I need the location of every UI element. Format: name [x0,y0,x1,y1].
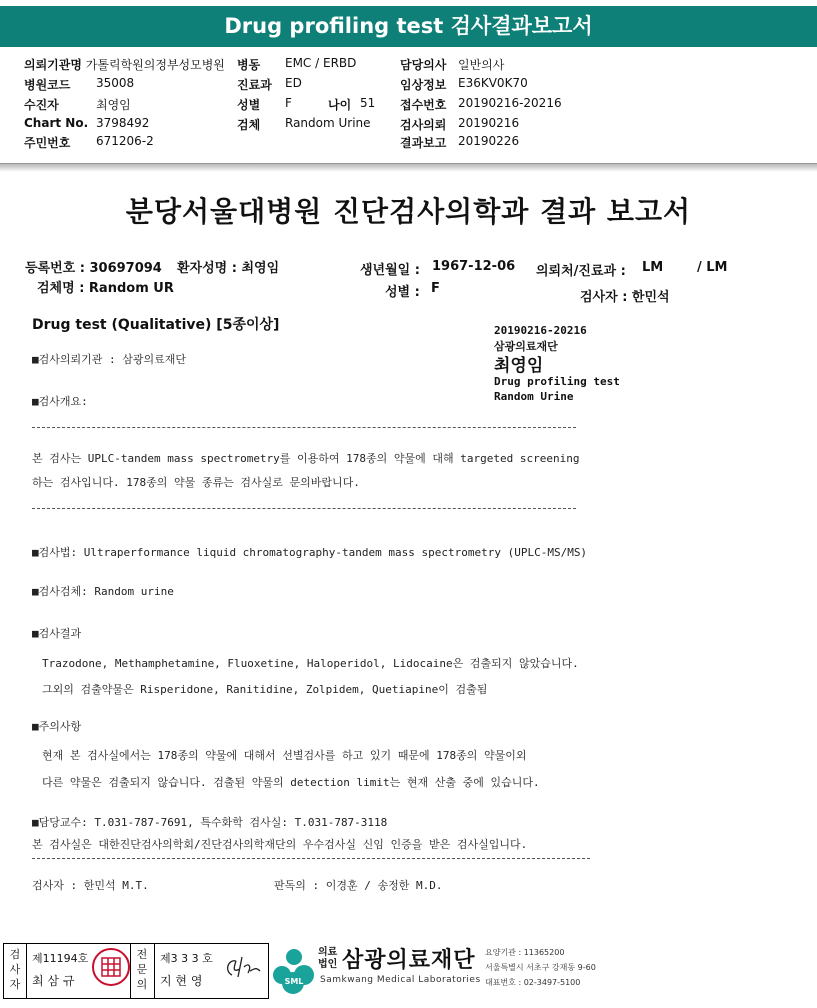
field-label: 담당의사 [400,58,447,72]
field-value: Random Urine [285,116,371,130]
specimen-name: 검체명 : Random UR [37,281,174,296]
sex-value: F [431,281,440,296]
sex-label: 성별 : [385,285,420,300]
field-label: 검사의뢰 [400,118,447,132]
field-value: 20190216-20216 [458,96,562,110]
field-label: 결과보고 [400,136,447,150]
registration-number: 등록번호 : 30697094 [25,261,162,276]
specialist-license: 제3 3 3 호 [160,952,213,965]
field-label: 병원코드 [24,78,71,92]
examiner-license: 제11194호 [32,952,89,965]
field-value: EMC / ERBD [285,56,357,70]
specimen-label [480,318,662,410]
test-name: Drug test (Qualitative) [5종이상] [32,317,280,333]
certification-line: 본 검사실은 대한진단검사의학회/진단검사의학재단의 우수검사실 신임 인증을 받은 검사실입니다. [32,838,528,851]
examiner-label: 검사자 [9,948,21,991]
page-shadow [0,164,817,172]
dashed-divider [32,427,576,428]
examiner: 검사자 : 한민석 [580,290,670,305]
field-value: 671206-2 [96,134,154,148]
dept-label: 의뢰처/진료과 : [536,264,626,279]
stamp-test: Drug profiling test [494,375,620,388]
hospital-name-row [24,56,225,73]
specimen-line: ■검사검체: Random urine [32,585,174,598]
sml-logo-text: SML [284,977,304,986]
dept-value-2: / LM [697,260,728,275]
org-phone: 대표번호 : 02-3497-5100 [485,978,581,987]
birth-value: 1967-12-06 [432,259,516,274]
overview-line-1: 본 검사는 UPLC-tandem mass spectrometry를 이용하여 178종의 약물에 대해 targeted screening [32,452,580,465]
field-label: 의뢰기관명 [24,58,82,72]
field-value: E36KV0K70 [458,76,528,90]
dept-value: LM [642,260,664,275]
field-value: 35008 [96,76,135,90]
org-english-name: Samkwang Medical Laboratories [320,975,481,985]
caution-line-2: 다른 약물은 검출되지 않습니다. 검출된 약물의 detection limit는 현재 산출 중에 있습니다. [42,776,540,789]
field-label: Chart No. [24,116,89,130]
specialist-name: 지 현 영 [160,974,203,988]
field-label: 주민번호 [24,136,71,150]
field-value: 20190226 [458,134,520,148]
tester-line: 검사자 : 한민석 M.T. [32,879,149,892]
field-label: 검체 [237,118,261,132]
org-address: 서울특별시 서초구 강재동 9-60 [485,963,596,972]
report-title: 분당서울대병원 진단검사의학과 결과 보고서 [125,195,692,228]
overview-line-2: 하는 검사입니다. 178종의 약물 종류는 검사실로 문의바랍니다. [32,476,360,489]
field-value: 최영임 [96,98,131,112]
dashed-divider [32,508,576,509]
field-label: 성별 [237,98,261,112]
caution-line-1: 현재 본 검사실에서는 178종의 약물에 대해서 선별검사를 하고 있기 때문에 178종의 약물이외 [42,749,527,762]
result-heading: ■검사결과 [32,627,82,640]
overview-heading: ■검사개요: [32,395,88,408]
field-value: 51 [360,96,376,110]
seal-stamp [92,948,130,986]
field-value: 일반의사 [458,58,505,72]
contact-line: ■담당교수: T.031-787-7691, 특수화학 검사실: T.031-787-3118 [32,816,388,829]
birth-label: 생년월일 : [360,263,420,278]
field-value: ED [285,76,302,90]
org-name: 삼광의료재단 [342,948,476,973]
org-code: 요양기관 : 11365200 [485,948,565,957]
field-label: 접수번호 [400,98,447,112]
org-type: 의료법인 [318,947,338,970]
stamp-accession: 20190216-20216 [494,324,587,337]
box-divider [154,943,155,998]
field-label: 진료과 [237,78,272,92]
report-header-title: Drug profiling test 검사결과보고서 [0,6,817,47]
stamp-org: 삼광의료재단 [494,340,558,353]
requesting-org: ■검사의뢰기관 : 삼광의료재단 [32,353,187,366]
signature-icon [222,953,262,983]
box-divider [26,943,27,998]
field-value: 가톨릭학원의정부성모병원 [85,58,225,72]
field-label: 병동 [237,58,261,72]
method-line: ■검사법: Ultraperformance liquid chromatography-tandem mass spectrometry (UPLC-MS/MS) [32,546,588,559]
specialist-label: 전문의 [136,948,148,991]
patient-name: 환자성명 : 최영임 [177,261,280,276]
field-value: 3798492 [96,116,150,130]
caution-heading: ■주의사항 [32,720,82,733]
field-label: 수진자 [24,98,59,112]
field-value: F [285,96,292,110]
result-line-1: Trazodone, Methamphetamine, Fluoxetine, Haloperidol, Lidocaine은 검출되지 않았습니다. [42,657,579,670]
examiner-name: 최 삼 규 [32,974,75,988]
reader-line: 판독의 : 이경훈 / 송정한 M.D. [274,879,443,892]
field-label: 임상정보 [400,78,447,92]
field-value: 20190216 [458,116,520,130]
hospital-code-row [24,76,70,93]
box-divider [130,943,131,998]
sml-logo-icon [272,945,316,995]
report-footer [0,939,817,1005]
result-line-2: 그외의 검출약물은 Risperidone, Ranitidine, Zolpidem, Quetiapine이 검출됨 [42,683,488,696]
field-label: 나이 [328,98,352,112]
dashed-divider [32,858,590,859]
stamp-specimen: Random Urine [494,390,574,403]
stamp-patient: 최영임 [494,356,544,376]
